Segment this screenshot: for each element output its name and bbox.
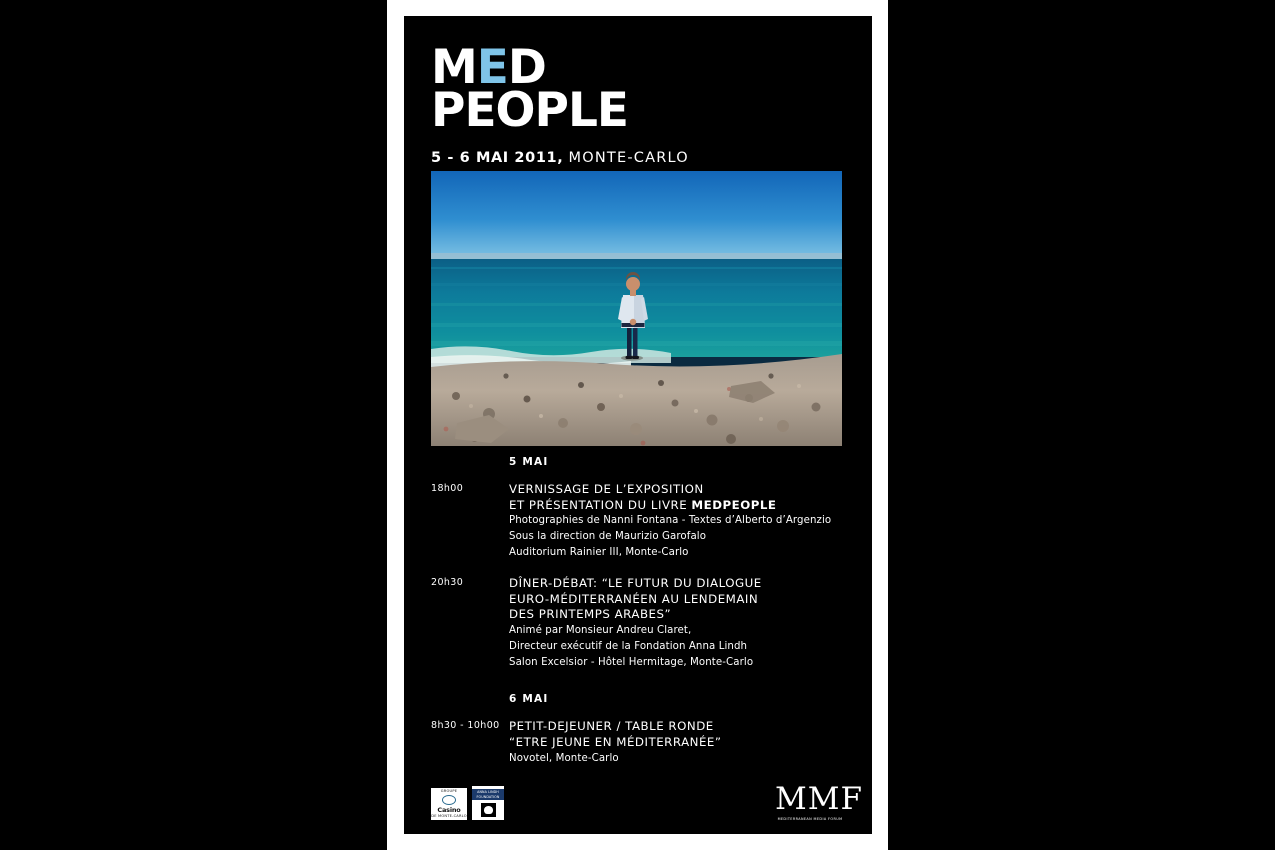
entry-title-text: ET PRÉSENTATION DU LIVRE: [509, 497, 692, 512]
entry-time: 20h30: [431, 576, 464, 588]
entry-body: [509, 576, 845, 671]
entry-title-line: “ETRE JEUNE EN MÉDITERRANÉE”: [509, 735, 722, 749]
entry-body: [509, 482, 845, 561]
program-entry: [431, 576, 845, 671]
poster-inner: [431, 16, 863, 834]
event-date: 5 - 6 MAI 2011,: [431, 150, 564, 166]
entry-time: 8h30 - 10h00: [431, 720, 500, 732]
right-black-band: [888, 0, 1275, 850]
entry-title-line: EURO-MÉDITERRANÉEN AU LENDEMAIN: [509, 591, 759, 606]
anna-lindh-mark-icon: [481, 803, 496, 817]
entry-detail-line: Photographies de Nanni Fontana - Textes d’Alberto d’Argenzio: [509, 515, 832, 527]
entry-title-line: VERNISSAGE DE L’EXPOSITION: [509, 482, 704, 496]
logo-line-2: PEOPLE: [431, 83, 629, 139]
entry-title-line: [509, 498, 845, 514]
logo-letter-d: D: [507, 40, 546, 95]
entry-time: 18h00: [431, 483, 464, 494]
medpeople-logo: [431, 40, 731, 139]
entry-detail-line: Salon Excelsior - Hôtel Hermitage, Monte-Carlo: [509, 656, 754, 668]
poster: [404, 16, 872, 834]
entry-detail-line: Sous la direction de Maurizio Garofalo: [509, 531, 707, 543]
casino-de-monte-carlo-logo: [431, 788, 467, 820]
entry-title-line: PETIT-DEJEUNER / TABLE RONDE: [509, 719, 714, 734]
anna-lindh-label: ANNA LINDH FOUNDATION: [472, 789, 504, 801]
entry-detail-line: Auditorium Rainier III, Monte-Carlo: [509, 547, 689, 558]
cover-photograph: [431, 171, 842, 446]
casino-logo-name: Casino: [437, 805, 461, 814]
logo-letter-e: E: [476, 40, 508, 95]
sponsor-logos: [431, 758, 863, 821]
event-dateline: [431, 150, 689, 166]
mmf-wordmark: MMF: [775, 781, 863, 817]
casino-logo-top: GROUPE: [440, 788, 458, 793]
casino-swirl-icon: [442, 795, 456, 805]
entry-title-line: DÎNER-DÉBAT: “LE FUTUR DU DIALOGUE: [509, 575, 762, 590]
mmf-tagline: MEDITERRANEAN MEDIA FORUM: [777, 817, 843, 821]
event-program: [431, 456, 845, 782]
entry-title-line: DES PRINTEMPS ARABES”: [509, 607, 672, 622]
program-entry: [431, 482, 845, 561]
program-spacer: [431, 685, 845, 693]
logo-letter-m: M: [431, 40, 477, 95]
left-black-band: [0, 0, 387, 850]
entry-detail-line: Animé par Monsieur Andreu Claret,: [509, 624, 692, 636]
day-heading-5-mai: 5 MAI: [509, 456, 549, 468]
casino-logo-bottom: DE MONTE-CARLO: [431, 814, 467, 819]
anna-lindh-foundation-logo: [472, 786, 504, 820]
day-heading-6-mai: 6 MAI: [509, 693, 549, 706]
event-city: MONTE-CARLO: [568, 150, 689, 166]
entry-detail-line: Directeur exécutif de la Fondation Anna Lindh: [509, 640, 748, 652]
entry-detail-line: Novotel, Monte-Carlo: [509, 752, 619, 764]
mmf-logo: [775, 781, 863, 821]
entry-title-emphasis: MEDPEOPLE: [691, 497, 777, 512]
